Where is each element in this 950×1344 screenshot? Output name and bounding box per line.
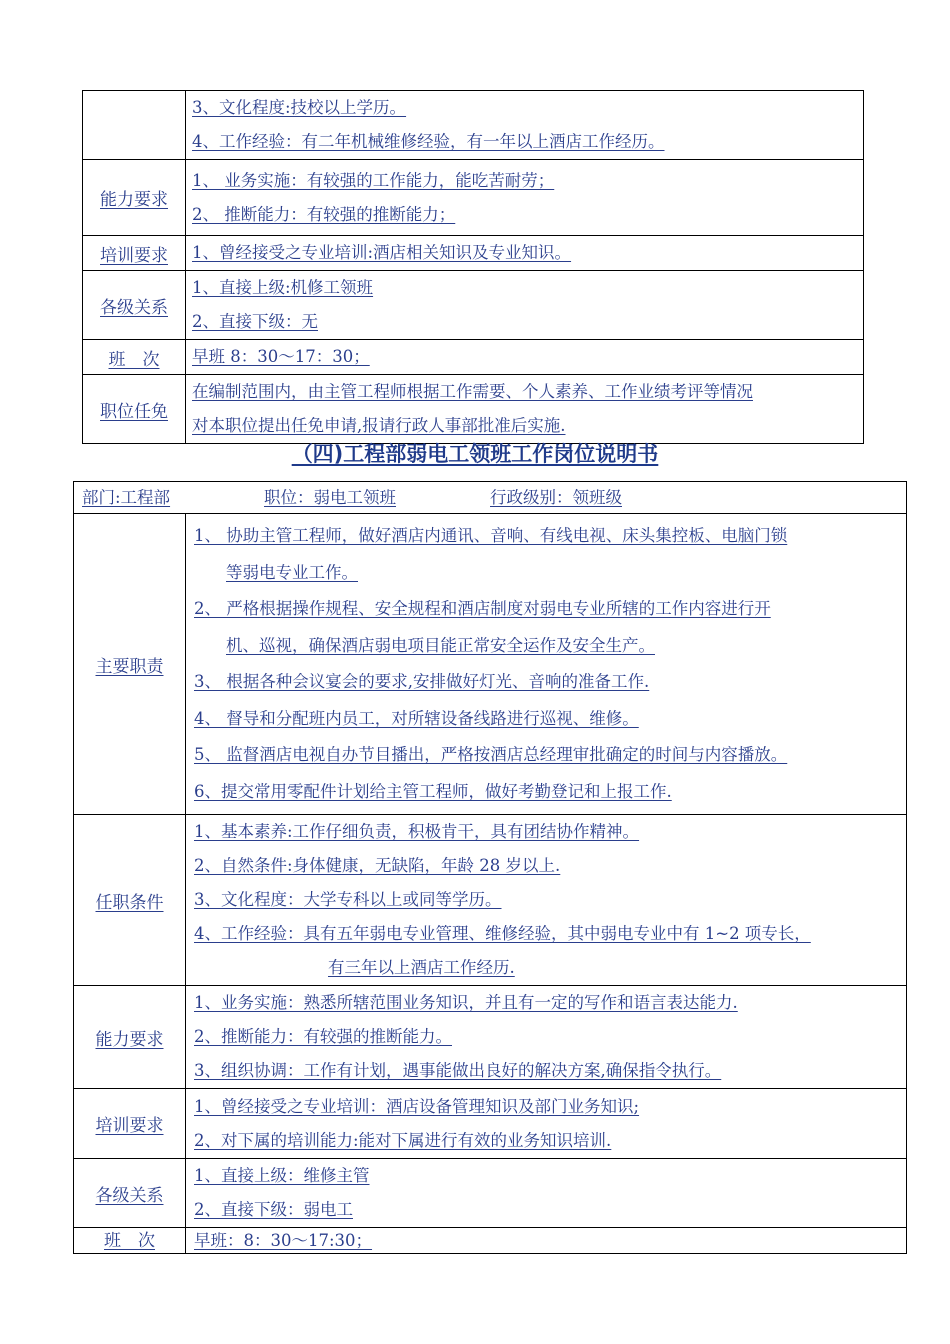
row-label-shift: 班 次 [74,1228,186,1254]
department-text: 部门:工程部 [82,487,171,507]
table-row [83,271,864,340]
list-item: 2、直接下级：弱电工 [194,1200,353,1219]
list-item: 早班：8：30～17:30； [194,1230,373,1250]
list-item: 4、工作经验：具有五年弱电专业管理、维修经验，其中弱电专业中有 1~2 项专长， [194,924,811,943]
relations-cell [186,1159,907,1228]
list-item: 1、直接上级：维修主管 [194,1166,370,1185]
list-item: 在编制范围内，由主管工程师根据工作需要、个人素养、工作业绩考评等情况 [192,382,753,401]
list-item: 2、推断能力：有较强的推断能力。 [194,1027,452,1046]
training-cell [186,1089,907,1159]
table-row [83,340,864,375]
list-item: 3、 根据各种会议宴会的要求,安排做好灯光、音响的准备工作. [194,672,650,691]
list-item: 1、业务实施：熟悉所辖范围业务知识，并且有一定的写作和语言表达能力. [194,993,738,1012]
list-item: 1、基本素养:工作仔细负责，积极肯干，具有团结协作精神。 [194,822,640,841]
row-label-relations: 各级关系 [74,1159,186,1228]
list-item: 1、直接上级:机修工领班 [192,278,374,297]
list-item: 2、 严格根据操作规程、安全规程和酒店制度对弱电专业所辖的工作内容进行开 [194,599,771,618]
main-duties-cell [186,514,907,815]
header-row [74,482,907,514]
list-item: 早班 8：30～17：30； [192,347,370,366]
row-label-training: 培训要求 [83,236,186,271]
table-row [74,514,907,815]
row-label-shift: 班 次 [83,340,186,375]
list-item: 有三年以上酒店工作经历. [328,958,515,977]
abilities-cell [186,986,907,1089]
table-row [83,236,864,271]
education-experience-cell [186,91,864,160]
list-item: 3、文化程度:技校以上学历。 [192,98,407,117]
row-label-ability: 能力要求 [83,160,186,236]
list-item: 6、提交常用零配件计划给主管工程师，做好考勤登记和上报工作. [194,781,672,801]
training-cell [186,236,864,271]
list-item: 机、巡视，确保酒店弱电项目能正常安全运作及安全生产。 [226,635,655,655]
table-row [83,375,864,444]
position-text: 职位：弱电工领班 [264,487,396,507]
list-item: 3、文化程度：大学专科以上或同等学历。 [194,890,502,909]
list-item: 1、 协助主管工程师，做好酒店内通讯、音响、有线电视、床头集控板、电脑门锁 [194,526,788,545]
row-label-relations: 各级关系 [83,271,186,340]
header-cell [74,482,907,514]
table-row [83,91,864,160]
previous-job-description-table [82,90,864,444]
table-row [83,160,864,236]
row-label-appointment: 职位任免 [83,375,186,444]
table-row [74,986,907,1089]
table-row [74,815,907,986]
ability-cell [186,160,864,236]
appointment-cell [186,375,864,444]
list-item: 2、直接下级：无 [192,312,318,331]
shift-cell [186,1228,907,1254]
list-item: 1、 业务实施：有较强的工作能力，能吃苦耐劳； [192,170,555,190]
list-item: 2、 推断能力：有较强的推断能力； [192,204,456,224]
table-row [74,1159,907,1228]
shift-cell [186,340,864,375]
relations-cell [186,271,864,340]
row-label-main-duties: 主要职责 [74,514,186,815]
list-item: 3、组织协调：工作有计划，遇事能做出良好的解决方案,确保指令执行。 [194,1061,722,1080]
list-item: 5、 监督酒店电视自办节目播出，严格按酒店总经理审批确定的时间与内容播放。 [194,745,788,764]
list-item: 4、 督导和分配班内员工，对所辖设备线路进行巡视、维修。 [194,708,639,728]
list-item: 1、曾经接受之专业培训：酒店设备管理知识及部门业务知识; [194,1096,640,1116]
job-description-table [73,481,907,1254]
list-item: 2、自然条件:身体健康，无缺陷，年龄 28 岁以上. [194,856,561,875]
list-item: 2、对下属的培训能力:能对下属进行有效的业务知识培训. [194,1130,612,1150]
row-label-qualifications: 任职条件 [74,815,186,986]
row-label-empty [83,91,186,160]
row-label-abilities: 能力要求 [74,986,186,1089]
table-row [74,1089,907,1159]
list-item: 4、工作经验：有二年机械维修经验，有一年以上酒店工作经历。 [192,132,665,151]
table-row [74,1228,907,1254]
section-title: （四)工程部弱电工领班工作岗位说明书 [291,442,659,466]
list-item: 1、曾经接受之专业培训:酒店相关知识及专业知识。 [192,243,572,262]
qualifications-cell [186,815,907,986]
row-label-training: 培训要求 [74,1089,186,1159]
level-text: 行政级别：领班级 [490,487,622,507]
list-item: 对本职位提出任免申请,报请行政人事部批准后实施. [192,416,566,435]
list-item: 等弱电专业工作。 [226,562,358,582]
